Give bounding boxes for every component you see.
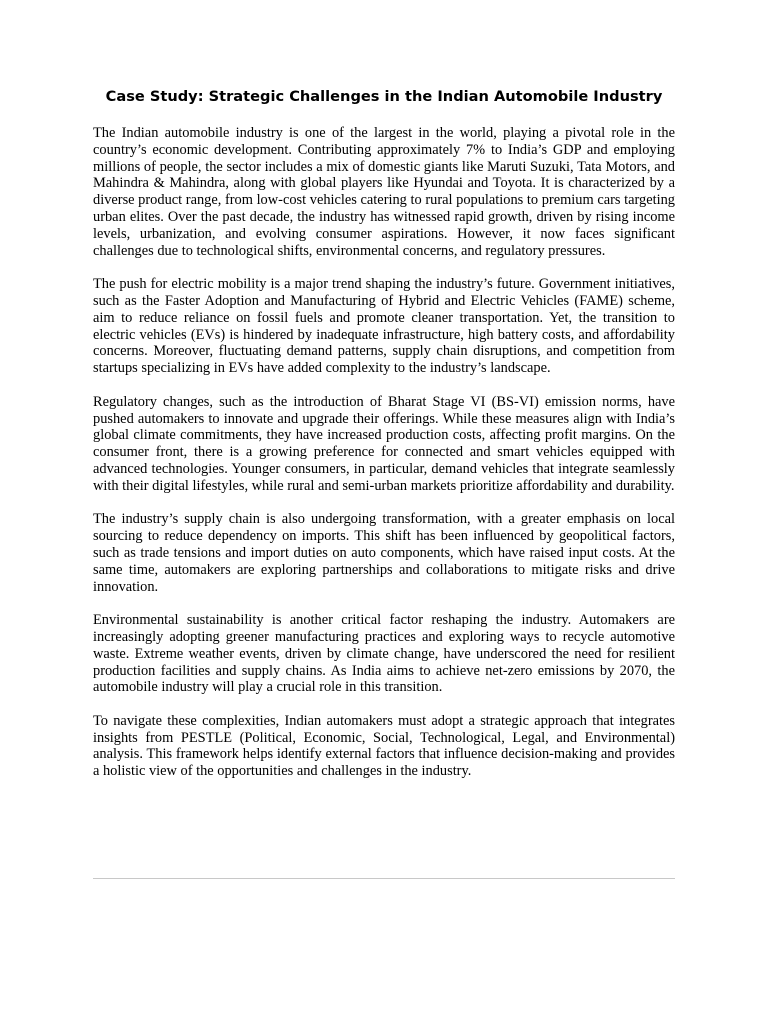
paragraph-electric-mobility: The push for electric mobility is a major trend shaping the industry’s future. Government initiatives, such as the Faster Adoption and Manufacturing of Hybrid and Electric Vehicles (FAME) scheme, aim to reduce reliance on fossil fuels and promote cleaner transportation. Yet, the transition to electric vehicles (EVs) is hindered by inadequate infrastructure, high battery costs, and affordability concerns. Moreover, fluctuating demand patterns, supply chain disruptions, and competition from startups specializing in EVs have added complexity to the industry’s landscape. <box>93 276 675 377</box>
document-body <box>93 125 675 797</box>
paragraph-supply-chain: The industry’s supply chain is also undergoing transformation, with a greater emphasis on local sourcing to reduce dependency on imports. This shift has been influenced by geopolitical factors, such as trade tensions and import duties on auto components, which have raised input costs. At the same time, automakers are exploring partnerships and collaborations to mitigate risks and drive innovation. <box>93 511 675 595</box>
paragraph-overview: The Indian automobile industry is one of the largest in the world, playing a pivotal role in the country’s economic development. Contributing approximately 7% to India’s GDP and employing millions of people, the sector includes a mix of domestic giants like Maruti Suzuki, Tata Motors, and Mahindra & Mahindra, along with global players like Hyundai and Toyota. It is characterized by a diverse product range, from low-cost vehicles catering to rural populations to premium cars targeting urban elites. Over the past decade, the industry has witnessed rapid growth, driven by rising income levels, urbanization, and evolving consumer aspirations. However, it now faces significant challenges due to technological shifts, environmental concerns, and regulatory pressures. <box>93 125 675 259</box>
paragraph-pestle: To navigate these complexities, Indian automakers must adopt a strategic approach that integrates insights from PESTLE (Political, Economic, Social, Technological, Legal, and Environmental) analysis. This framework helps identify external factors that influence decision-making and provides a holistic view of the opportunities and challenges in the industry. <box>93 712 675 780</box>
document-title: Case Study: Strategic Challenges in the Indian Automobile Industry <box>105 88 663 105</box>
paragraph-sustainability: Environmental sustainability is another critical factor reshaping the industry. Automakers are increasingly adopting greener manufacturing practices and exploring ways to recycle automotive waste. Extreme weather events, driven by climate change, have underscored the need for resilient production facilities and supply chains. As India aims to achieve net-zero emissions by 2070, the automobile industry will play a crucial role in this transition. <box>93 612 675 696</box>
horizontal-divider <box>93 878 675 879</box>
paragraph-regulatory-changes: Regulatory changes, such as the introduction of Bharat Stage VI (BS-VI) emission norms, have pushed automakers to innovate and upgrade their offerings. While these measures align with India’s global climate commitments, they have increased production costs, affecting profit margins. On the consumer front, there is a growing preference for connected and smart vehicles equipped with advanced technologies. Younger consumers, in particular, demand vehicles that integrate seamlessly with their digital lifestyles, while rural and semi-urban markets prioritize affordability and durability. <box>93 393 675 494</box>
